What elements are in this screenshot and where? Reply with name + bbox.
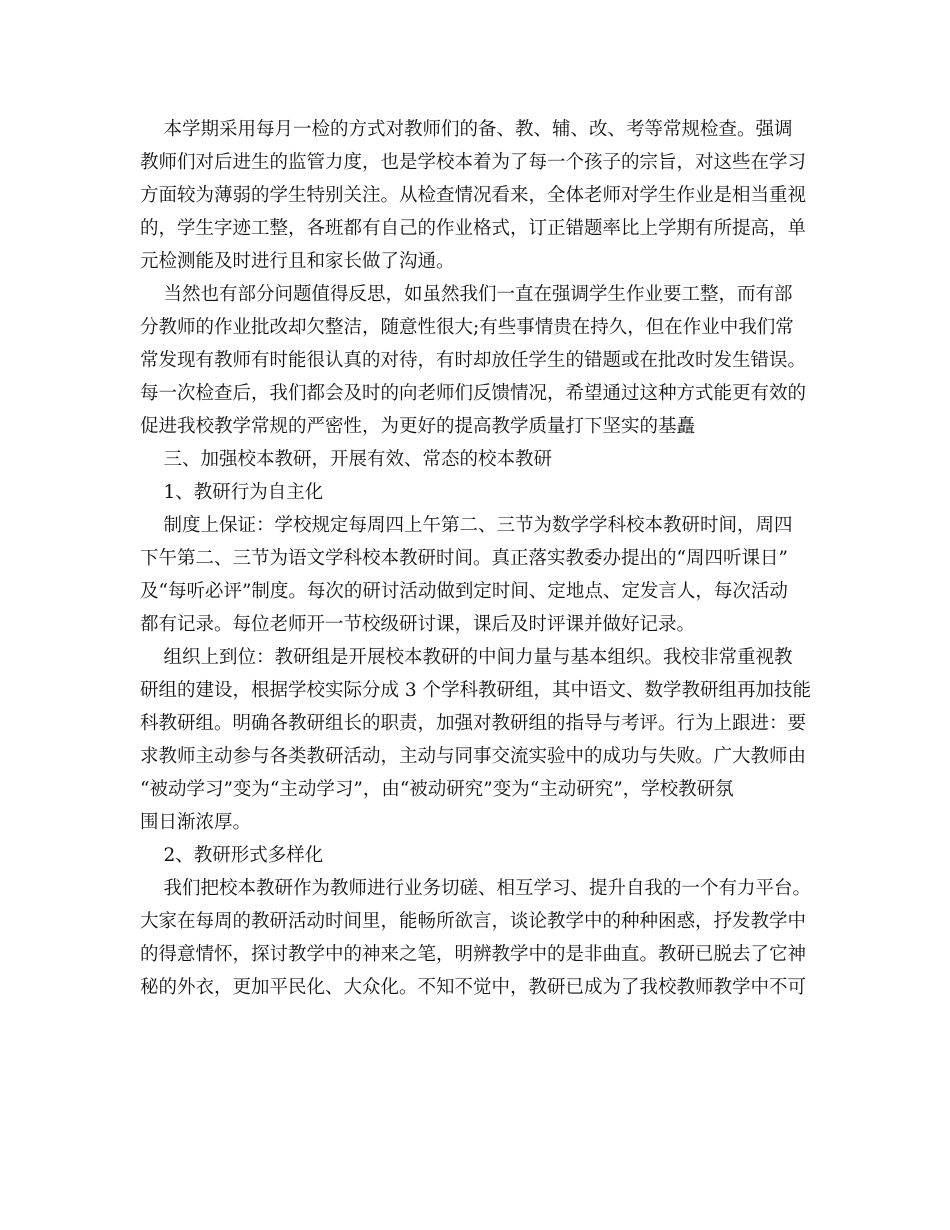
- text-line: 分教师的作业批改却欠整洁，随意性很大;有些事情贵在持久，但在作业中我们常: [140, 317, 794, 338]
- text-line: 促进我校教学常规的严密性，为更好的提高教学质量打下坚实的基矗: [140, 416, 696, 437]
- text-line: 的得意情怀，探讨教学中的神来之笔，明辨教学中的是非曲直。教研已脱去了它神: [140, 944, 807, 965]
- text-line: 每一次检查后，我们都会及时的向老师们反馈情况，希望通过这种方式能更有效的: [140, 383, 807, 404]
- text-line: 科教研组。明确各教研组长的职责，加强对教研组的指导与考评。行为上跟进：要: [140, 713, 807, 734]
- text-line: 研组的建设，根据学校实际分成 3 个学科教研组，其中语文、数学教研组再加技能: [140, 680, 812, 701]
- text-line: 秘的外衣，更加平民化、大众化。不知不觉中，教研已成为了我校教师教学中不可: [140, 977, 807, 998]
- text-line: 方面较为薄弱的学生特别关注。从检查情况看来，全体老师对学生作业是相当重视: [140, 185, 807, 206]
- text-line: 围日渐浓厚。: [140, 812, 252, 833]
- text-line: 大家在每周的教研活动时间里，能畅所欲言，谈论教学中的种种困惑，抒发教学中: [140, 911, 807, 932]
- text-line: 下午第二、三节为语文学科校本教研时间。真正落实教委办提出的“周四听课日”: [140, 548, 788, 569]
- text-line: 教师们对后进生的监管力度，也是学校本着为了每一个孩子的宗旨，对这些在学习: [140, 152, 807, 173]
- text-line: 都有记录。每位老师开一节校级研讨课，课后及时评课并做好记录。: [140, 614, 696, 635]
- subsection-heading: 1、教研行为自主化: [140, 482, 324, 503]
- text-line: 当然也有部分问题值得反思，如虽然我们一直在强调学生作业要工整，而有部: [140, 284, 793, 305]
- text-line: 常发现有教师有时能很认真的对待，有时却放任学生的错题或在批改时发生错误。: [140, 350, 807, 371]
- text-line: 元检测能及时进行且和家长做了沟通。: [140, 251, 455, 272]
- text-line: 求教师主动参与各类教研活动，主动与同事交流实验中的成功与失败。广大教师由: [140, 746, 807, 767]
- text-line: “被动学习”变为“主动学习”，由“被动研究”变为“主动研究”，学校教研氛: [140, 779, 734, 800]
- section-heading: 三、加强校本教研，开展有效、常态的校本教研: [140, 449, 553, 470]
- subsection-heading: 2、教研形式多样化: [140, 845, 324, 866]
- text-line: 制度上保证：学校规定每周四上午第二、三节为数学学科校本教研时间，周四: [140, 515, 793, 536]
- text-line: 的，学生字迹工整，各班都有自己的作业格式，订正错题率比上学期有所提高，单: [140, 218, 807, 239]
- text-line: 组织上到位：教研组是开展校本教研的中间力量与基本组织。我校非常重视教: [140, 647, 793, 668]
- text-line: 我们把校本教研作为教师进行业务切磋、相互学习、提升自我的一个有力平台。: [140, 878, 812, 899]
- text-line: 本学期采用每月一检的方式对教师们的备、教、辅、改、考等常规检查。强调: [140, 119, 793, 140]
- text-line: 及“每听必评”制度。每次的研讨活动做到定时间、定地点、定发言人，每次活动: [140, 581, 788, 602]
